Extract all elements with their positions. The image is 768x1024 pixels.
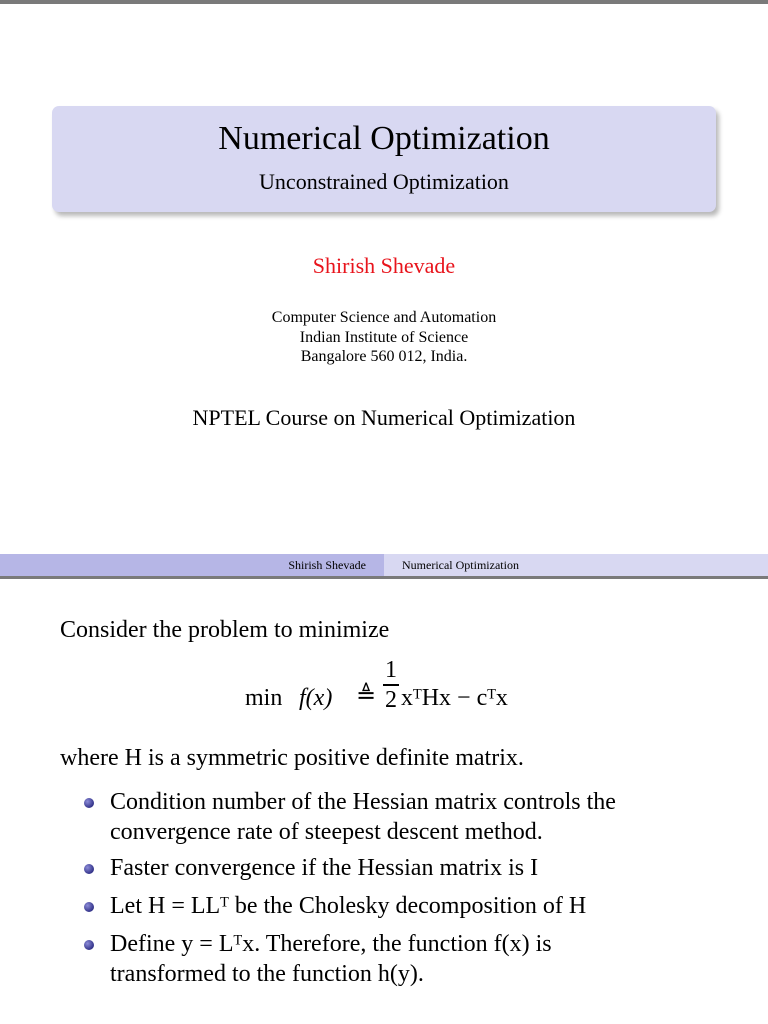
slide-subtitle: Unconstrained Optimization: [259, 169, 509, 194]
where-text: where H is a symmetric positive definite matrix.: [60, 745, 524, 771]
objective-formula: [245, 657, 545, 721]
bullet-icon: [84, 798, 94, 808]
footer-left-panel: [0, 554, 384, 576]
institute-line-2: Indian Institute of Science: [299, 328, 469, 346]
formula-quadratic-terms: xᵀHx − cᵀx: [401, 685, 508, 711]
slide-footer: [0, 554, 768, 576]
title-slide: [0, 4, 768, 576]
formula-fraction: [383, 657, 399, 713]
bullet-icon: [84, 940, 94, 950]
course-name: NPTEL Course on Numerical Optimization: [192, 405, 576, 430]
author-name: Shirish Shevade: [312, 253, 456, 278]
formula-min: min: [245, 685, 283, 711]
fraction-denominator: 2: [385, 686, 397, 713]
footer-author: Shirish Shevade: [288, 558, 366, 572]
slide-title: Numerical Optimization: [218, 120, 550, 157]
fraction-numerator: 1: [385, 657, 397, 683]
footer-right-panel: [384, 554, 768, 576]
formula-defeq: ≜: [356, 683, 377, 709]
intro-text: Consider the problem to minimize: [60, 617, 390, 643]
title-box: [52, 106, 716, 212]
formula-fx: f(x): [299, 685, 333, 711]
institute-block: [0, 308, 768, 367]
footer-title: Numerical Optimization: [402, 558, 519, 572]
bullet-text: Condition number of the Hessian matrix controls the convergence rate of steepest descent method.: [110, 789, 616, 845]
bullet-text: Let H = LLᵀ be the Cholesky decomposition of H: [110, 893, 587, 919]
fraction-bar: [383, 684, 399, 686]
institute-line-1: Computer Science and Automation: [271, 309, 497, 326]
bullet-icon: [84, 902, 94, 912]
institute-line-3: Bangalore 560 012, India.: [300, 348, 468, 365]
bullet-icon: [84, 864, 94, 874]
bullet-text: Faster convergence if the Hessian matrix is I: [110, 855, 539, 881]
content-slide: [0, 579, 768, 1024]
bullet-text: Define y = Lᵀx. Therefore, the function f(x) is transformed to the function h(y).: [110, 931, 552, 987]
